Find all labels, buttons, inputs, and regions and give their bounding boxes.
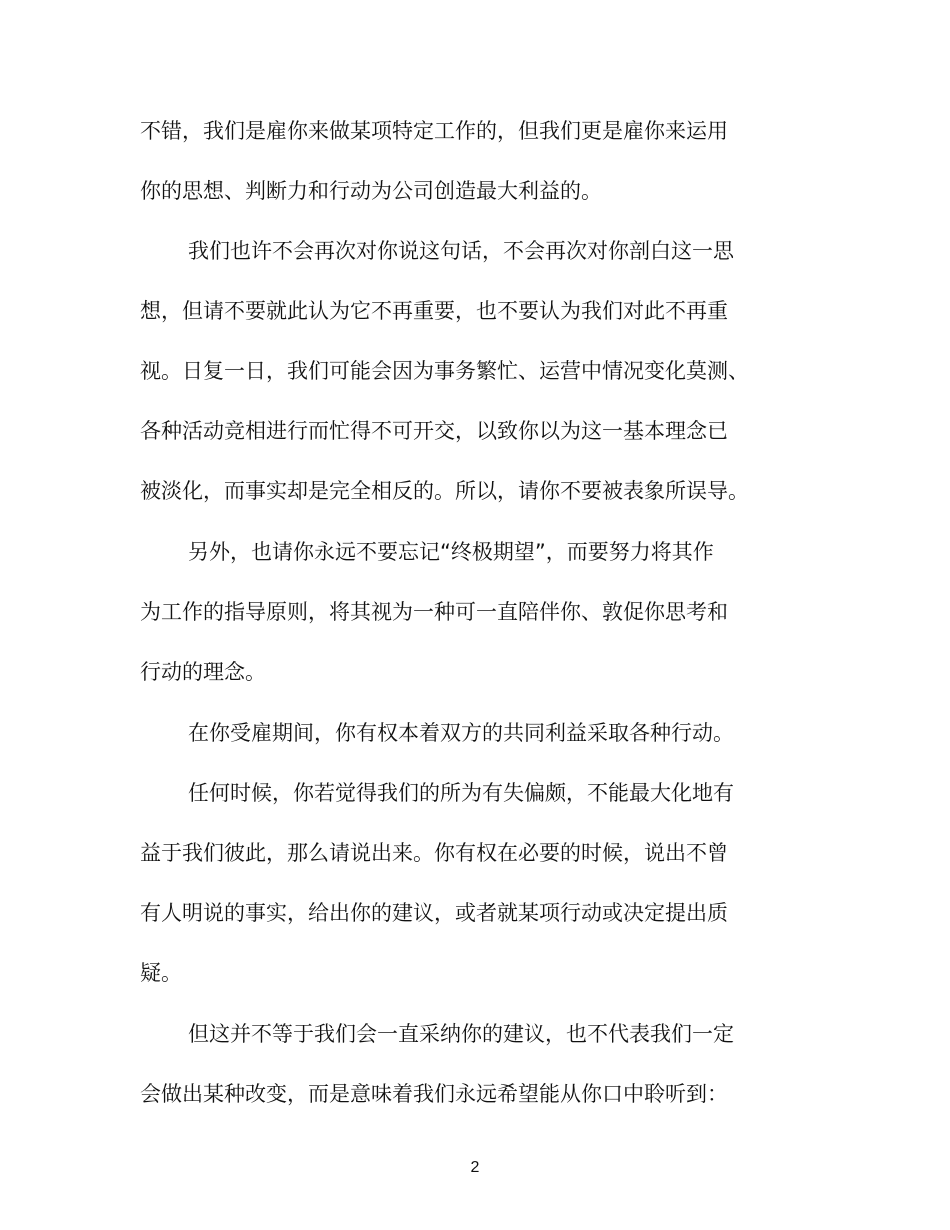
text-line-8: 另外，也请你永远不要忘记“终极期望”，而要努力将其作: [188, 540, 714, 564]
text-line-5: 视。日复一日，我们可能会因为事务繁忙、运营中情况变化莫测、: [140, 359, 749, 383]
text-line-3: 我们也许不会再次对你说这句话，不会再次对你剖白这一思: [188, 239, 734, 263]
text-line-11: 在你受雇期间，你有权本着双方的共同利益采取各种行动。: [188, 721, 734, 745]
text-line-12: 任何时候，你若觉得我们的所为有失偏颇，不能最大化地有: [188, 781, 734, 805]
text-line-14: 有人明说的事实，给出你的建议，或者就某项行动或决定提出质: [140, 901, 728, 925]
text-line-2: 你的思想、判断力和行动为公司创造最大利益的。: [140, 179, 602, 203]
text-line-15: 疑。: [140, 961, 182, 985]
page-number: 2: [470, 1159, 480, 1176]
text-line-17: 会做出某种改变，而是意味着我们永远希望能从你口中聆听到：: [140, 1082, 728, 1106]
text-line-10: 行动的理念。: [140, 660, 266, 684]
text-line-9: 为工作的指导原则，将其视为一种可一直陪伴你、敦促你思考和: [140, 600, 728, 624]
text-line-13: 益于我们彼此，那么请说出来。你有权在必要的时候，说出不曾: [140, 841, 728, 865]
text-line-6: 各种活动竞相进行而忙得不可开交，以致你以为这一基本理念已: [140, 419, 728, 443]
text-line-7: 被淡化，而事实却是完全相反的。所以，请你不要被表象所误导。: [140, 479, 749, 503]
text-line-4: 想，但请不要就此认为它不再重要，也不要认为我们对此不再重: [140, 299, 728, 323]
text-line-16: 但这并不等于我们会一直采纳你的建议，也不代表我们一定: [188, 1022, 734, 1046]
text-line-1: 不错，我们是雇你来做某项特定工作的，但我们更是雇你来运用: [140, 119, 728, 143]
